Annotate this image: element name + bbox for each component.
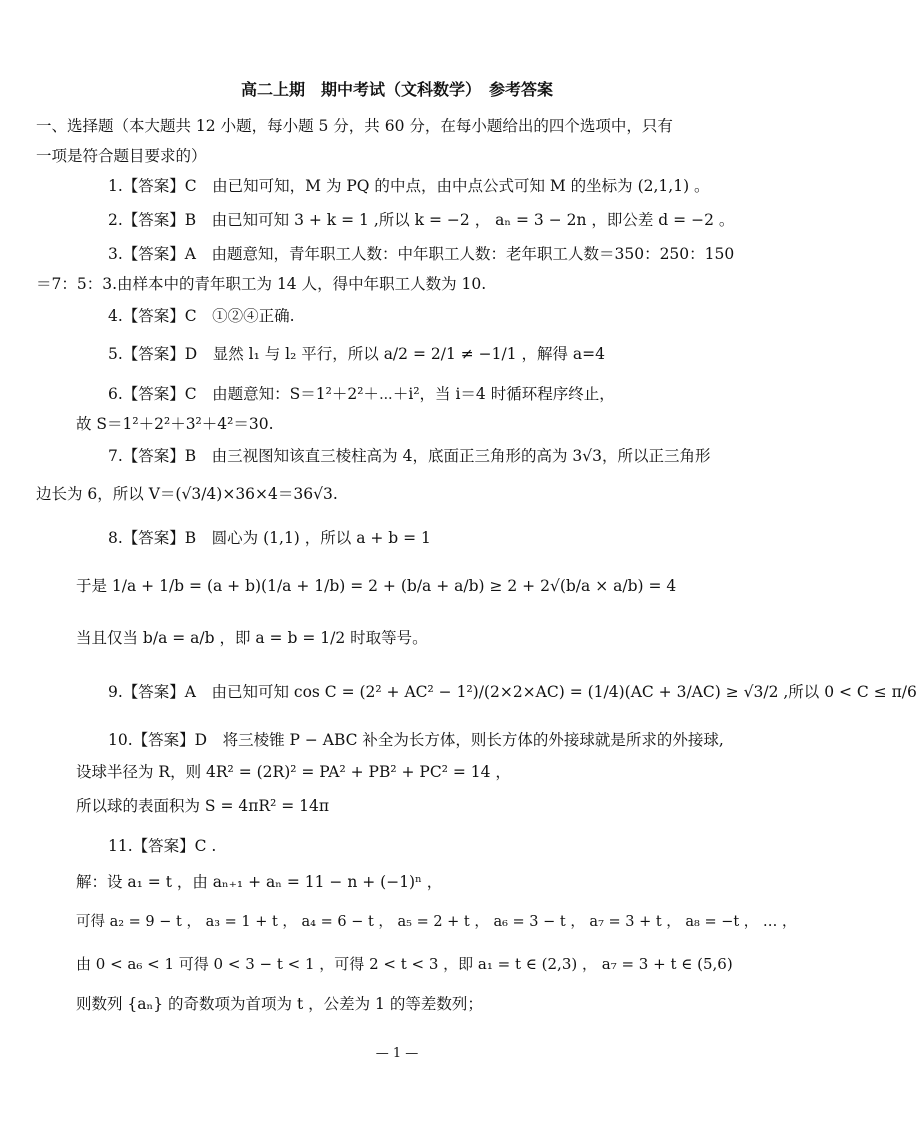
answer-7-line-1: 7.【答案】B 由三视图知该直三棱柱高为 4，底面正三角形的高为 3√3，所以正三角形 (108, 447, 711, 465)
answer-11: 11.【答案】C . (108, 837, 217, 855)
solution-line-3: 由 0 < a₆ < 1 可得 0 < 3 − t < 1 ，可得 2 < t < 3 ，即 a₁ = t ∈ (2,3) ， a₇ = 3 + t ∈ (5,6) (76, 955, 733, 973)
answer-10-line-1: 10.【答案】D 将三棱锥 P − ABC 补全为长方体，则长方体的外接球就是所求的外接球, (108, 731, 724, 749)
solution-line-2: 可得 a₂ = 9 − t ， a₃ = 1 + t ， a₄ = 6 − t ， a₅ = 2 + t ， a₆ = 3 − t ， a₇ = 3 + t ， a₈ = −t ， … ， (76, 914, 797, 930)
answer-3-line-1: 3.【答案】A 由题意知，青年职工人数：中年职工人数：老年职工人数＝350：250：150 (108, 245, 735, 263)
answer-10-line-3: 所以球的表面积为 S = 4πR² = 14π (76, 797, 330, 815)
answer-1: 1.【答案】C 由已知可知，M 为 PQ 的中点，由中点公式可知 M 的坐标为 (2,1,1) 。 (108, 177, 710, 195)
page-number: — 1 — (375, 1046, 419, 1061)
answer-9: 9.【答案】A 由已知可知 cos C = (2² + AC² − 1²)/(2×2×AC) = (1/4)(AC + 3/AC) ≥ √3/2 ,所以 0 < C ≤ π/6 (108, 683, 917, 701)
answer-5: 5.【答案】D 显然 l₁ 与 l₂ 平行，所以 a/2 = 2/1 ≠ −1/1 ，解得 a=4 (108, 345, 606, 363)
section-heading-line-2: 一项是符合题目要求的） (36, 147, 207, 165)
section-heading-line-1: 一、选择题（本大题共 12 小题，每小题 5 分，共 60 分，在每小题给出的四个选项中，只有 (36, 117, 673, 135)
answer-10-line-2: 设球半径为 R，则 4R² = (2R)² = PA² + PB² + PC² = 14 ， (76, 763, 511, 781)
answer-6-line-2: 故 S＝1²＋2²＋3²＋4²＝30. (76, 415, 274, 433)
answer-7-line-2: 边长为 6，所以 V＝(√3/4)×36×4＝36√3. (36, 485, 338, 503)
answer-8-line-2: 于是 1/a + 1/b = (a + b)(1/a + 1/b) = 2 + (b/a + a/b) ≥ 2 + 2√(b/a × a/b) = 4 (76, 577, 677, 595)
answer-3-line-2: ＝7：5：3.由样本中的青年职工为 14 人，得中年职工人数为 10. (36, 275, 487, 293)
solution-line-1: 解：设 a₁ = t ，由 aₙ₊₁ + aₙ = 11 − n + (−1)ⁿ ， (76, 873, 443, 891)
answer-6-line-1: 6.【答案】C 由题意知：S＝1²＋2²＋⋯＋i²，当 i＝4 时循环程序终止， (108, 385, 615, 403)
answer-8-line-3: 当且仅当 b/a = a/b ，即 a = b = 1/2 时取等号。 (76, 629, 428, 647)
answer-4: 4.【答案】C ①②④正确. (108, 307, 295, 325)
solution-line-4: 则数列 {aₙ} 的奇数项为首项为 t ，公差为 1 的等差数列； (76, 995, 483, 1013)
answer-8-line-1: 8.【答案】B 圆心为 (1,1) ，所以 a + b = 1 (108, 529, 431, 547)
answer-2: 2.【答案】B 由已知可知 3 + k = 1 ,所以 k = −2 ， aₙ = 3 − 2n ，即公差 d = −2 。 (108, 211, 735, 229)
page-title: 高二上期 期中考试（文科数学） 参考答案 (240, 80, 553, 99)
